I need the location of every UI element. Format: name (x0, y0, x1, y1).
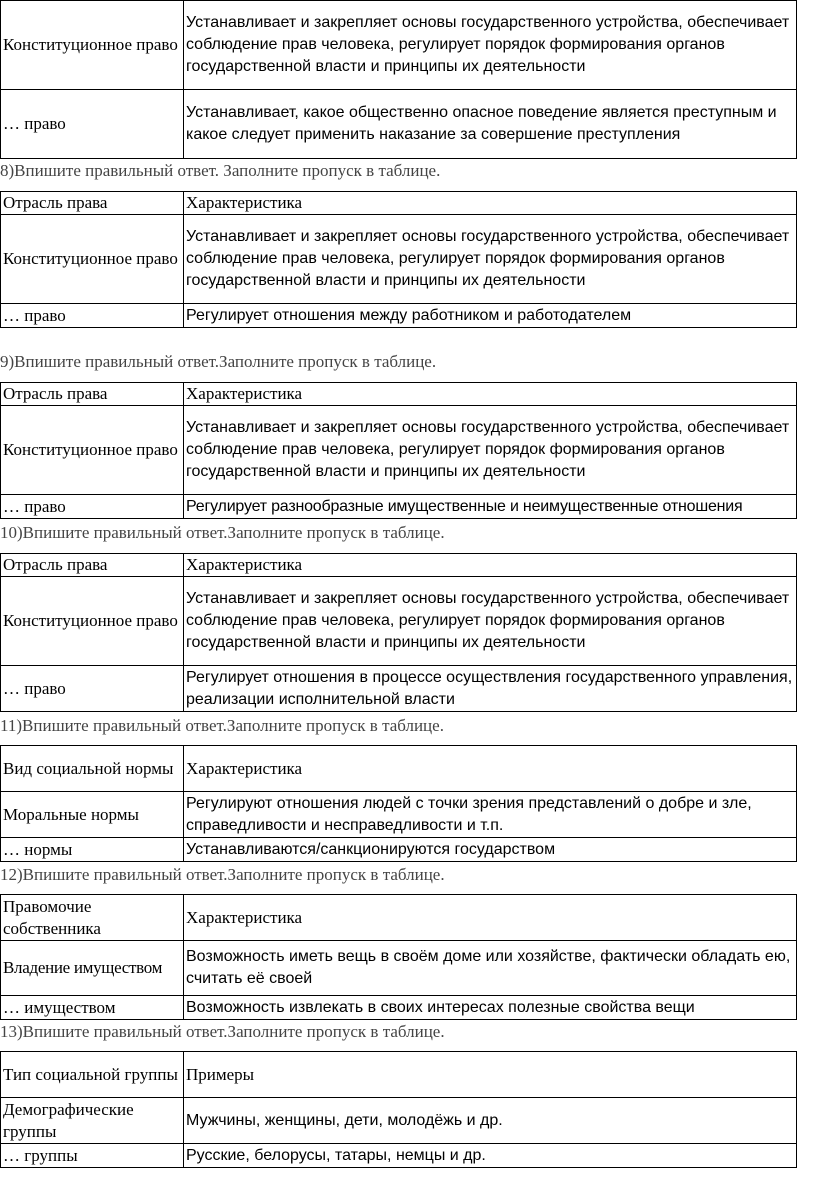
cell-branch: Конституционное право (1, 1, 184, 90)
header-branch: Отрасль права (1, 554, 184, 577)
header-owner-right: Правомочие собственника (1, 895, 184, 941)
cell-branch-blank: … право (1, 666, 184, 712)
table-row (1, 577, 797, 666)
table-header-row (1, 192, 797, 215)
header-norm-type: Вид социальной нормы (1, 746, 184, 792)
cell-characteristic: Устанавливает и закрепляет основы государственного устройства, обеспечивает соблюдение прав человека, регулирует порядок формирования органов государственной власти и принципы их деятельности (184, 577, 797, 666)
cell-branch-blank: … право (1, 90, 184, 159)
table-q11 (0, 745, 797, 862)
cell-characteristic: Регулируют отношения людей с точки зрения представлений о добре и зле, справедливости и несправедливости и т.п. (184, 792, 797, 838)
cell-branch-blank: … право (1, 304, 184, 328)
cell-characteristic: Регулирует отношения между работником и работодателем (184, 304, 797, 328)
table-row (1, 996, 797, 1020)
cell-characteristic: Устанавливаются/санкционируются государством (184, 838, 797, 862)
header-group-type: Тип социальной группы (1, 1052, 184, 1098)
question-9: 9)Впишите правильный ответ.Заполните пропуск в таблице. (0, 352, 437, 371)
header-branch: Отрасль права (1, 383, 184, 406)
cell-characteristic: Устанавливает и закрепляет основы государственного устройства, обеспечивает соблюдение прав человека, регулирует порядок формирования органов государственной власти и принципы их деятельности (184, 406, 797, 495)
table-row (1, 792, 797, 838)
cell-characteristic: Устанавливает и закрепляет основы государственного устройства, обеспечивает соблюдение прав человека, регулирует порядок формирования органов государственной власти и принципы их деятельности (184, 1, 797, 90)
question-10: 10)Впишите правильный ответ.Заполните пропуск в таблице. (0, 523, 445, 542)
question-13: 13)Впишите правильный ответ.Заполните пропуск в таблице. (0, 1022, 445, 1041)
cell-branch-blank: … право (1, 495, 184, 519)
table-row (1, 304, 797, 328)
question-11: 11)Впишите правильный ответ.Заполните пропуск в таблице. (0, 716, 444, 735)
header-characteristic: Характеристика (184, 192, 797, 215)
table-row (1, 1098, 797, 1144)
table-row (1, 838, 797, 862)
table-header-row (1, 895, 797, 941)
table-row (1, 666, 797, 712)
header-examples: Примеры (184, 1052, 797, 1098)
table-q7 (0, 0, 797, 159)
cell-group-type: Демографические группы (1, 1098, 184, 1144)
table-row (1, 215, 797, 304)
table-q8 (0, 191, 797, 328)
cell-norm-type: Моральные нормы (1, 792, 184, 838)
question-8: 8)Впишите правильный ответ. Заполните пропуск в таблице. (0, 161, 441, 180)
table-q10 (0, 553, 797, 712)
table-q13 (0, 1051, 797, 1168)
table-header-row (1, 746, 797, 792)
cell-characteristic: Устанавливает и закрепляет основы государственного устройства, обеспечивает соблюдение прав человека, регулирует порядок формирования органов государственной власти и принципы их деятельности (184, 215, 797, 304)
table-header-row (1, 554, 797, 577)
header-characteristic: Характеристика (184, 383, 797, 406)
table-header-row (1, 383, 797, 406)
cell-characteristic: Возможность иметь вещь в своём доме или хозяйстве, фактически обладать ею, считать её своей (184, 941, 797, 996)
cell-branch: Конституционное право (1, 577, 184, 666)
table-row (1, 495, 797, 519)
cell-examples: Мужчины, женщины, дети, молодёжь и др. (184, 1098, 797, 1144)
cell-group-type-blank: … группы (1, 1144, 184, 1168)
cell-characteristic: Устанавливает, какое общественно опасное поведение является преступным и какое следует применить наказание за совершение преступления (184, 90, 797, 159)
table-header-row (1, 1052, 797, 1098)
cell-branch: Конституционное право (1, 215, 184, 304)
cell-owner-right: Владение имуществом (1, 941, 184, 996)
cell-norm-type-blank: … нормы (1, 838, 184, 862)
table-row (1, 941, 797, 996)
cell-characteristic: Регулирует отношения в процессе осуществления государственного управления, реализации исполнительной власти (184, 666, 797, 712)
cell-characteristic: Возможность извлекать в своих интересах полезные свойства вещи (184, 996, 797, 1020)
cell-owner-right-blank: … имуществом (1, 996, 184, 1020)
cell-characteristic: Регулирует разнообразные имущественные и неимущественные отношения (184, 495, 797, 519)
table-q12 (0, 894, 797, 1020)
table-q9 (0, 382, 797, 519)
table-row (1, 1, 797, 90)
table-row (1, 90, 797, 159)
header-characteristic: Характеристика (184, 554, 797, 577)
table-row (1, 406, 797, 495)
question-12: 12)Впишите правильный ответ.Заполните пропуск в таблице. (0, 865, 445, 884)
header-characteristic: Характеристика (184, 746, 797, 792)
cell-branch: Конституционное право (1, 406, 184, 495)
header-branch: Отрасль права (1, 192, 184, 215)
cell-examples: Русские, белорусы, татары, немцы и др. (184, 1144, 797, 1168)
table-row (1, 1144, 797, 1168)
header-characteristic: Характеристика (184, 895, 797, 941)
